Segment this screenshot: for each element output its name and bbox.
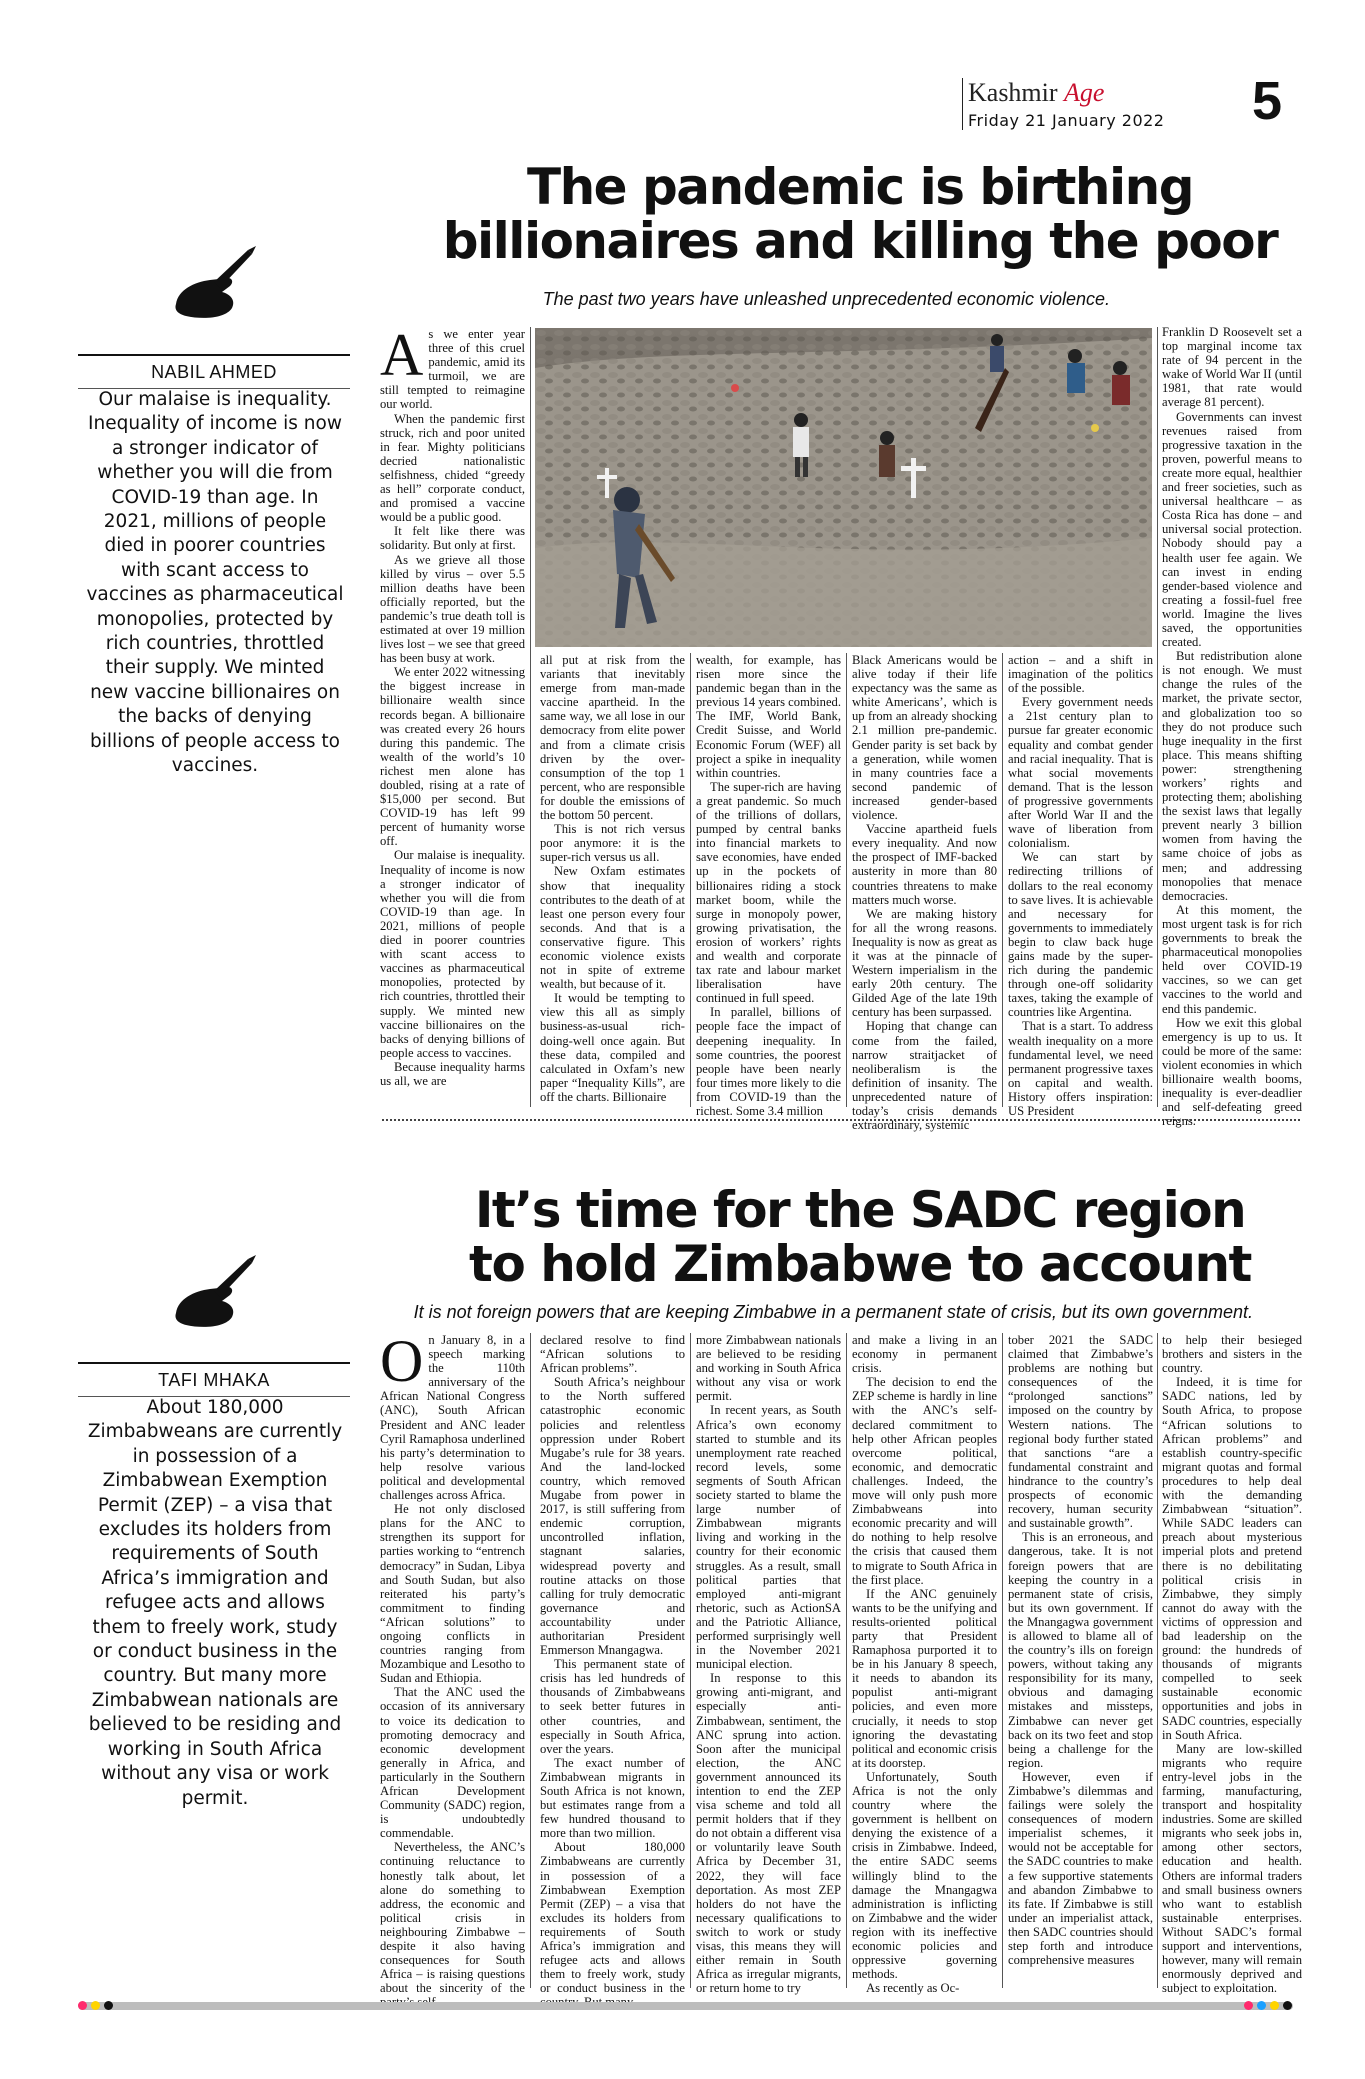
column-rule	[846, 653, 847, 1107]
article2-col-4	[852, 1333, 997, 1996]
pen-icon	[168, 1255, 258, 1335]
pull-quote: Our malaise is inequality. Inequality of income is now a stronger indicator of whether you will die from COVID-19 than age. In 2021, millions of people died in poorer countries with scant access to vaccines as pharmaceutical monopolies, protected by rich countries, throttled their supply. We minted new vaccine billionaires on the backs of denying billions of people access to vaccines.	[86, 389, 344, 777]
paragraph: In recent years, as South Africa’s own economy started to stumble and its unemployment rate reached record levels, some segments of South African society started to blame the large number of Zimbabwean migrants living and working in the country for their economic struggles. As a result, small political parties that employed anti-migrant rhetoric, such as ActionSA and the Patriotic Alliance, performed surprisingly well in the November 2021 municipal election.	[696, 1403, 841, 1672]
column-rule	[846, 1333, 847, 1988]
paragraph: all put at risk from the variants that inevitably emerge from man-made vaccine apartheid. In the same way, we all lose in our democracy from elite power and from a climate crisis driven by the over-consumption of the top 1 percent, who are responsible for double the emissions of the bottom 50 percent.	[540, 653, 685, 823]
footer-dot	[1244, 2001, 1253, 2010]
paragraph: n January 8, in a speech marking the 110th anniversary of the African National Congress (ANC), South African President and ANC leader Cyril Ramaphosa underlined his party’s determination to help resolve various political and developmental challenges across Africa.	[380, 1333, 525, 1503]
paragraph: Unfortunately, South Africa is not the only country where the government is hellbent on denying the existence of a crisis in Zimbabwe. Indeed, the entire SADC seems willingly blind to the damage the Mnangagwa administration is inflicting on Zimbabwe and the wider region with its ineffective economic policies and oppressive governing methods.	[852, 1769, 997, 1982]
author-byline: TAFI MHAKA	[78, 1362, 350, 1397]
column-rule	[1157, 1333, 1158, 1988]
paragraph: This is an erroneous, and dangerous, take. It is not foreign powers that are keeping the country in a permanent state of crisis, but its own government. If the Mnangagwa government is allowed to blame all of the country’s ills on foreign powers, without taking any responsibility for its many, obvious and damaging mistakes and missteps, Zimbabwe can never get back on its two feet and stop being a challenge for the region.	[1008, 1530, 1153, 1770]
paragraph: Many are low-skilled migrants who require entry-level jobs in the farming, manufacturing, transport and hospitality industries. Some are skilled migrants who seek jobs in, among other sectors, education and health. Others are informal traders and small business owners who want to establish sustainable enterprises. Without SADC’s formal support and interventions, however, many will remain enormously deprived and subject to exploitation.	[1162, 1741, 1302, 1996]
footer-dot	[91, 2001, 100, 2010]
author-byline: NABIL AHMED	[78, 354, 350, 389]
paragraph: That is a start. To address wealth inequality on a more fundamental level, we need permanent progressive taxes on capital and wealth. History offers inspiration: US President	[1008, 1019, 1153, 1118]
paragraph: In response to this growing anti-migrant, and especially anti-Zimbabwean, sentiment, the ANC sprung into action. Soon after the municipal election, the ANC government announced its intention to end the ZEP visa scheme and told all permit holders that if they do not obtain a different visa or voluntarily leave South Africa by December 31, 2022, they will face deportation. As most ZEP holders do not have the necessary qualifications to switch to work or study visas, this means they will either remain in South Africa as irregular migrants, or return home to try	[696, 1671, 841, 1996]
footer-dot	[1257, 2001, 1266, 2010]
drop-cap: O	[380, 1328, 424, 1394]
paragraph: How we exit this global emergency is up to us. It could be more of the same: violent economies in which billionaire wealth booms, inequality is ever-deadlier and self-defeating greed reigns.	[1162, 1015, 1302, 1129]
paragraph: action – and a shift in imagination of the politics of the possible.	[1008, 653, 1153, 696]
footer-dot	[1283, 2001, 1292, 2010]
drop-cap: A	[380, 322, 424, 388]
paragraph: About 180,000 Zimbabweans are currently in possession of a Zimbabwean Exemption Permit (ZEP) – a visa that excludes its holders from requirements of South Africa’s immigration and refugee acts and allows them to freely work, study or conduct business in the	[540, 1840, 685, 1996]
article1-standfirst: The past two years have unleashed unprecedented economic violence.	[542, 289, 1110, 309]
paragraph: Governments can invest revenues raised from progressive taxation in the proven, powerful means to create more equal, healthier and freer societies, such as universal healthcare – as Costa Rica has done – and universal social protection. Nobody should pay a health user fee again. We can invest in ending gender-based violence and creating a fossil-fuel free world. Imagine the lives saved, the opportunities created.	[1162, 409, 1302, 650]
paragraph: Nevertheless, the ANC’s continuing reluctance to honestly talk about, let alone do something to address, the economic and political crisis in neighbouring Zimbabwe – despite it also having consequences for South Africa – is raising questions about the sincerity of the	[380, 1840, 525, 1996]
article2-col-2	[540, 1333, 685, 1996]
paragraph: s we enter year three of this cruel pandemic, amid its turmoil, we are still tempted to reimagine our world.	[380, 327, 525, 412]
article2-col-6	[1162, 1333, 1302, 1996]
paragraph: declared resolve to find “African solutions to African problems”.	[540, 1333, 685, 1376]
paragraph: As recently as Oc-	[866, 1981, 960, 1996]
masthead-logo: Kashmir Age	[968, 78, 1105, 107]
article2-headline: It’s time for the SADC region to hold Zimbabwe to account	[469, 1181, 1251, 1293]
column-rule	[530, 327, 531, 1107]
article2-standfirst: It is not foreign powers that are keeping Zimbabwe in a permanent state of crisis, but its own government.	[413, 1302, 1253, 1322]
footer-dot	[104, 2001, 113, 2010]
paragraph: Franklin D Roosevelt set a top marginal income tax rate of 94 percent in the wake of World War II (until 1981, that rate would average 81 percent).	[1162, 325, 1302, 410]
paragraph: That the ANC used the occasion of its anniversary to voice its dedication to promoting democracy and economic development generally in Africa, and particularly in the Southern African Development Community (SADC) region, is undoubtedly commendable.	[380, 1685, 525, 1841]
paragraph: Hoping that change can come from the failed, narrow straitjacket of neoliberalism is the definition of insanity. The unprecedented nature of today’s crisis demands extraordinary, systemic	[852, 1019, 997, 1133]
article1-headline: The pandemic is birthing billionaires and killing the poor	[442, 158, 1278, 270]
article1-col-3	[696, 653, 841, 1118]
paragraph: Because inequality harms us all, we are	[380, 1059, 525, 1088]
article1-col-6	[1162, 325, 1302, 1129]
paragraph: We are making history for all the wrong reasons. Inequality is now as great as it was at the pinnacle of Western imperialism in the early 20th century. The Gilded Age of the late 19th century has been surpassed.	[852, 906, 997, 1020]
paragraph: Every government needs a 21st century plan to pursue far greater economic equality and combat gender and racial inequality. That is what social movements demand. That is the lesson of progressive governments after World War II and the wave of liberation from colonialism.	[1008, 695, 1153, 851]
paragraph: This is not rich versus poor anymore: it is the super-rich versus us all.	[540, 822, 685, 865]
paragraph: It would be tempting to view this all as simply business-as-usual rich-doing-well once again. But these data, compiled and calculated in Oxfam’s new paper “Inequality Kills”, are off the charts. Billionaire	[540, 991, 685, 1104]
footer-dot	[78, 2001, 87, 2010]
column-rule	[1002, 1333, 1003, 1988]
paragraph: When the pandemic first struck, rich and poor united in fear. Mighty politicians decried nationalistic selfishness, chided “greedy as hell” corporate conduct, and promised a vaccine would be a public good.	[380, 411, 525, 525]
column-rule	[1157, 327, 1158, 1107]
article1-col-1	[380, 322, 525, 1107]
paragraph: The decision to end the ZEP scheme is hardly in line with the ANC’s self-declared commitment to help other African peoples overcome political, economic, and democratic challenges. Indeed, the move will only push more Zimbabweans into economic precarity and will do nothing to help resolve the crisis that caused them to migrate to South Africa in the first place.	[852, 1375, 997, 1587]
paragraph: However, even if Zimbabwe’s dilemmas and failings were solely the consequences of modern imperialist schemes, it would not be acceptable for the SADC countries to make a few supportive statements and abandon Zimbabwe to its fate. If Zimbabwe is still under an imperialist attack, then SADC countries should step forth and introduce comprehensive measures	[1008, 1769, 1153, 1968]
cemetery-photo	[535, 328, 1152, 647]
paragraph: At this moment, the most urgent task is for rich governments to break the pharmaceutical monopolies held over COVID-19 vaccines, so we can get vaccines to the world and end this pandemic.	[1162, 902, 1302, 1016]
paragraph: Our malaise is inequality. Inequality of income is now a stronger indicator of whether you will die from COVID-19 than age. In 2021, millions of people died in poorer countries with scant access to vaccines as pharmaceutical monopolies, protected by rich countries, throttled their supply. We minted new vaccine billionaires on the backs of denying billions of people access to vaccines.	[380, 848, 525, 1060]
paragraph: tober 2021 the SADC claimed that Zimbabwe’s problems are nothing but consequences of the “prolonged sanctions” imposed on the country by Western nations. The regional body further stated that sanctions “are a fundamental constraint and hindrance to the country’s prospects of economic recovery, human security and sustainable growth”.	[1008, 1333, 1153, 1531]
footer-dot	[1270, 2001, 1279, 2010]
paragraph: Indeed, it is time for SADC nations, led by South Africa, to propose “African solutions to African problems” and establish country-specific migrant quotas and formal procedures to help deal with the demanding Zimbabwean “situation”. While SADC leaders can preach about mysterious imperial plots and pretend there is no debilitating political crisis in Zimbabwe, they simply cannot do away with the victims of oppression and bad leadership on the ground: the hundreds of thousands of migrants compelled to seek sustainable economic opportunities and jobs in SADC countries, especially in South Africa.	[1162, 1375, 1302, 1742]
pull-quote: About 180,000 Zimbabweans are currently in possession of a Zimbabwean Exemption Permit (ZEP) – a visa that excludes its holders from requirements of South Africa’s immigration and refugee acts and allows them to freely work, study or conduct business in the country. But many more Zimbabwean nationals are believed to be residing and working in South Africa without any visa or work permit.	[87, 1397, 343, 1809]
column-rule	[1002, 653, 1003, 1107]
paragraph: more Zimbabwean nationals are believed to be residing and working in South Africa without any visa or work permit.	[696, 1333, 841, 1404]
paragraph: New Oxfam estimates show that inequality contributes to the death of at least one person every four seconds. And that is a conservative figure. This economic violence exists not in spite of extreme wealth, but because of it.	[540, 864, 685, 992]
pen-icon	[168, 246, 258, 326]
article1-col-5	[1008, 653, 1153, 1118]
paragraph: As we grieve all those killed by virus – over 5.5 million deaths have been officially reported, but the pandemic’s true death toll is estimated at over 19 million lives lost – we see that greed has been busy at work.	[380, 552, 525, 666]
paragraph: The super-rich are having a great pandemic. So much of the trillions of dollars, pumped by central banks into financial markets to save economies, have ended up in the pockets of billionaires riding a stock market boom, while the surge in monopoly power, growing privatisation, the erosion of workers’ rights and wealth and corporate tax rate and labour market liberalisation have continued in full speed.	[696, 779, 841, 1006]
page-number: 5	[1252, 71, 1283, 131]
column-rule	[530, 1333, 531, 1988]
paragraph: We enter 2022 witnessing the biggest increase in billionaire wealth since records began. A billionaire was created every 26 hours during this pandemic. The wealth of the world’s 10 richest men alone has doubled, rising at a rate of $15,000 per second. But COVID-19 has left 99 percent of humanity worse off.	[380, 665, 525, 849]
article2-col-3	[696, 1333, 841, 1996]
article2-col-5	[1008, 1333, 1153, 1988]
paragraph: We can start by redirecting trillions of dollars to the real economy to save lives. It is achievable and necessary for governments to immediately begin to claw back huge gains made by the super-rich during the pandemic through one-off solidarity taxes, taking the example of countries like Argentina.	[1008, 850, 1153, 1020]
paragraph: and make a living in an economy in permanent crisis.	[852, 1333, 997, 1376]
paragraph: Vaccine apartheid fuels every inequality. And now the prospect of IMF-backed austerity in more than 80 countries threatens to make matters much worse.	[852, 822, 997, 907]
paragraph: South Africa’s neighbour to the North suffered catastrophic economic policies and relentless oppression under Robert Mugabe’s rule for 38 years. And the land-locked country, which removed Mugabe from power in 2017, is still suffering from endemic corruption, uncontrolled inflation, stagnant salaries, widespread poverty and routine attacks on those calling for truly democratic governance and accountability under authoritarian President Emmerson Mnangagwa.	[540, 1375, 685, 1658]
paragraph: This permanent state of crisis has led hundreds of thousands of Zimbabweans to seek better futures in other countries, and especially in South Africa, over the years.	[540, 1657, 685, 1756]
masthead-divider	[962, 78, 963, 130]
paragraph: But redistribution alone is not enough. We must change the rules of the market, the private sector, and globalization too so they do not produce such huge inequality in the first place. This means shifting power: strengthening workers’ rights and protecting them; abolishing the sexist laws that legally prevent nearly 3 billion women from having the same choice of jobs as men; and addressing monopolies that menace democracies.	[1162, 649, 1302, 903]
section-divider	[382, 1119, 1300, 1121]
article2-col-1	[380, 1328, 525, 1996]
paragraph: to help their besieged brothers and sisters in the country.	[1162, 1333, 1302, 1376]
paragraph: If the ANC genuinely wants to be the unifying and results-oriented political party that President Ramaphosa purported it to be in his January 8 speech, it needs to abandon its populist anti-migrant policies, and even more crucially, it needs to stop ignoring the devastating political and economic crisis at its doorstep.	[852, 1586, 997, 1770]
article1-col-4	[852, 653, 997, 1133]
footer-bar	[78, 2002, 1293, 2010]
paragraph: He not only disclosed plans for the ANC to strengthen its support for parties working to “entrench democracy” in Sudan, Libya and South Sudan, but also reiterated his party’s commitment to finding “African solutions” to ongoing conflicts in countries ranging from Mozambique and Lesotho to Sudan and Ethiopia.	[380, 1502, 525, 1686]
article1-col-2	[540, 653, 685, 1107]
column-rule	[690, 1333, 691, 1988]
paragraph: In parallel, billions of people face the impact of deepening inequality. In some countries, the poorest people have been nearly four times more likely to die from COVID-19 than the richest. Some 3.4 million	[696, 1005, 841, 1118]
paragraph: wealth, for example, has risen more since the pandemic began than in the previous 14 years combined. The IMF, World Bank, Credit Suisse, and World Economic Forum (WEF) all project a spike in inequality within countries.	[696, 653, 841, 780]
issue-date: Friday 21 January 2022	[968, 111, 1165, 130]
paragraph: It felt like there was solidarity. But only at first.	[380, 524, 525, 553]
paragraph: Black Americans would be alive today if their life expectancy was the same as white Americans’, which is up from an already shocking 2.1 million pre-pandemic. Gender parity is set back by a generation, while women in many countries face a second pandemic of increased gender-based violence.	[852, 653, 997, 823]
column-rule	[690, 653, 691, 1107]
paragraph: The exact number of Zimbabwean migrants in South Africa is not known, but estimates range from a few hundred thousand to more than two million.	[540, 1755, 685, 1841]
